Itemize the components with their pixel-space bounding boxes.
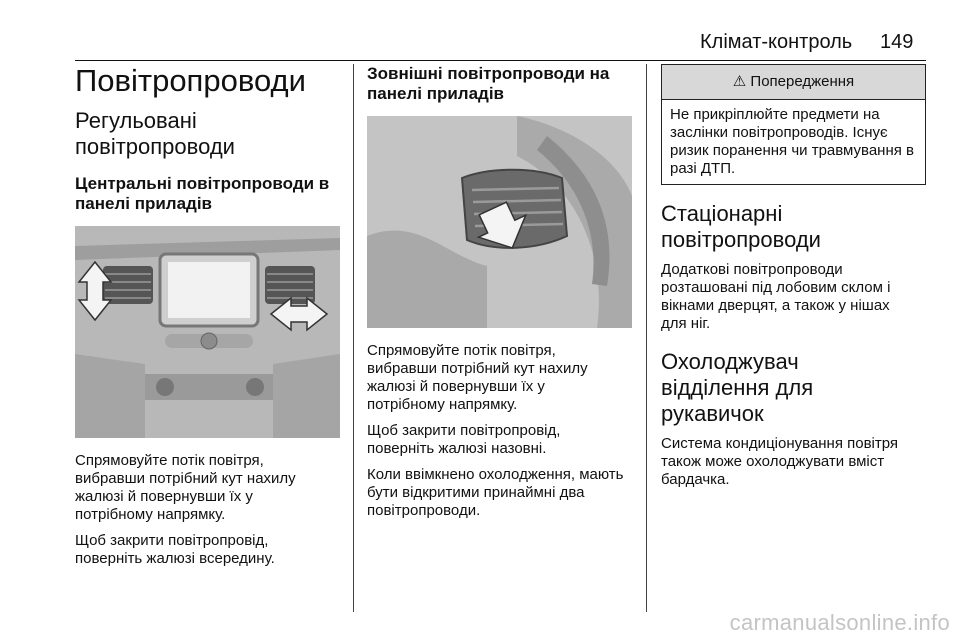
section-title: Зовнішні повітропроводи на панелі приладів [367, 64, 610, 103]
glovebox-cooler-paragraph: Система кондиціонування повітря також може охолоджувати вміст бардачка. [661, 435, 899, 488]
warning-box [661, 64, 926, 185]
cooling-note-paragraph: Коли ввімкнено охолодження, мають бути відкритими принаймні два повітропроводи. [367, 466, 624, 519]
side-vent-image [367, 116, 632, 328]
warning-text: Не прикріплюйте предмети на заслінки повітропроводів. Існує ризик поранення чи травмування в разі ДТП. [670, 106, 915, 177]
header-rule [75, 60, 926, 61]
column-divider-1 [353, 64, 354, 612]
side-vent-illustration [367, 116, 632, 328]
column-2 [367, 64, 632, 520]
stationary-vents-paragraph: Додаткові повітропроводи розташовані під лобовим склом і вікнами дверцят, а також у нішах для ніг. [661, 261, 891, 332]
center-vents-illustration [75, 226, 340, 438]
warning-icon: ⚠ [732, 73, 747, 90]
stationary-vents-heading: Стаціонарні повітропроводи [661, 201, 821, 252]
instruction-paragraph: Спрямовуйте потік повітря, вибравши потрібний кут нахилу жалюзі й повернувши їх у потрібному напрямку. [367, 342, 588, 413]
section-title: Центральні повітропроводи в панелі приладів [75, 174, 330, 213]
instruction-paragraph: Спрямовуйте потік повітря, вибравши потрібний кут нахилу жалюзі й повернувши їх у потрібному напрямку. [75, 452, 296, 523]
page-heading: Повітропроводи [75, 63, 306, 98]
header-title: Клімат-контроль [700, 31, 853, 53]
dashboard-center-image [75, 226, 340, 438]
subheading: Регульовані повітропроводи [75, 108, 235, 159]
watermark: carmanualsonline.info [729, 610, 950, 635]
close-instruction-paragraph: Щоб закрити повітропровід, поверніть жалюзі назовні. [367, 422, 561, 457]
column-3 [661, 64, 926, 489]
glovebox-cooler-heading: Охолоджувач відділення для рукавичок [661, 349, 814, 426]
column-1 [75, 64, 340, 568]
warning-header [662, 65, 925, 100]
column-divider-2 [646, 64, 647, 612]
warning-title: Попередження [750, 73, 855, 90]
page-number: 149 [880, 31, 914, 53]
close-instruction-paragraph: Щоб закрити повітропровід, поверніть жалюзі всередину. [75, 532, 275, 567]
